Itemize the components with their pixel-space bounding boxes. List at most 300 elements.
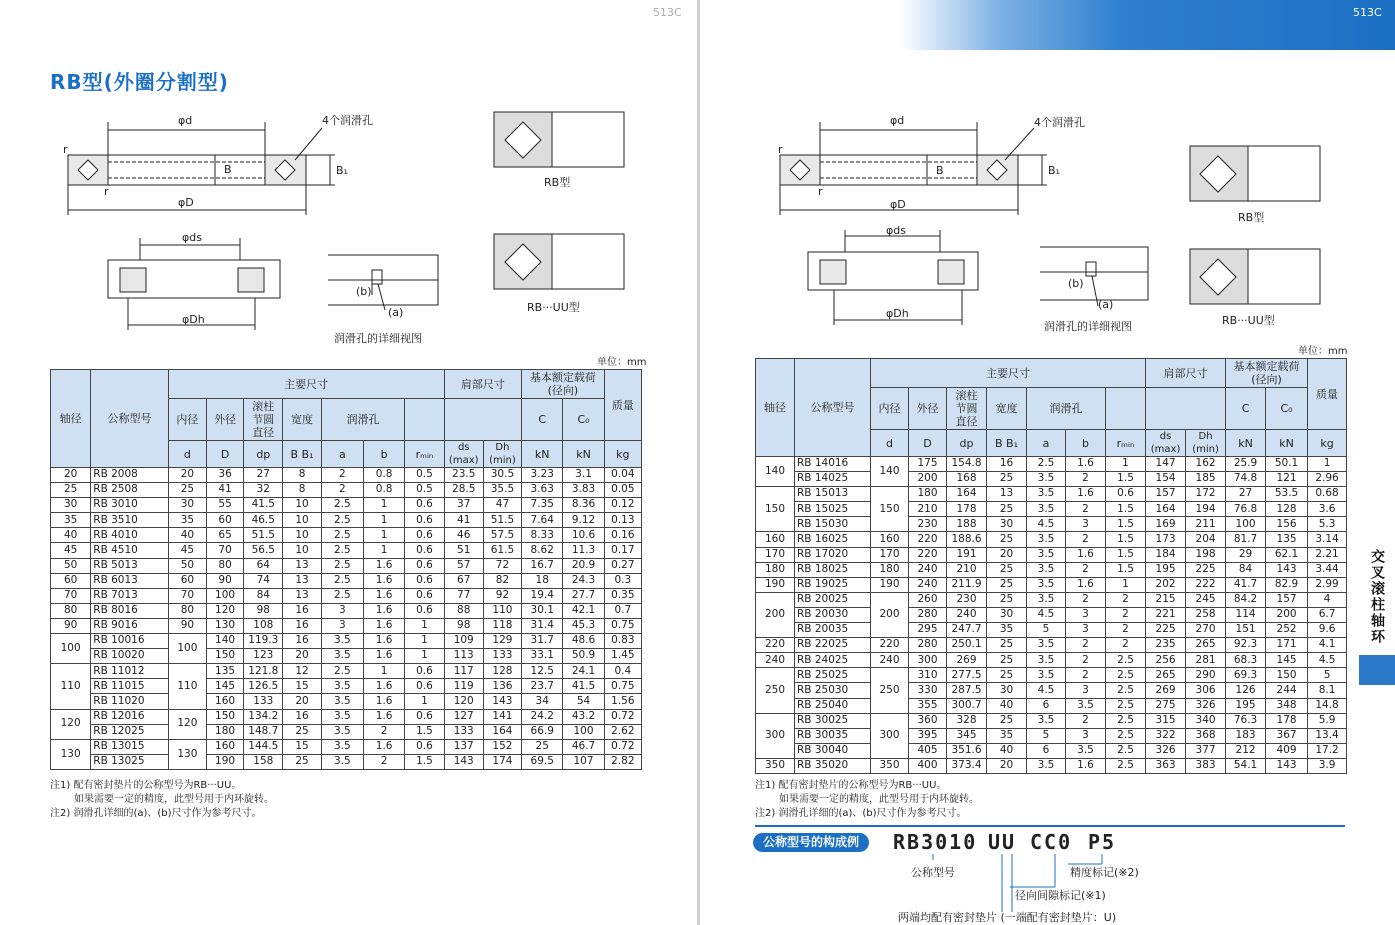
table-cell: 164 (947, 487, 987, 502)
table-cell: 2.5 (321, 588, 363, 603)
svg-text:r: r (104, 185, 109, 198)
table-cell: 43.2 (563, 709, 604, 724)
table-cell: 55 (206, 498, 243, 513)
table-cell: 157 (1266, 592, 1308, 607)
table-cell: 3.9 (1308, 758, 1347, 773)
table-cell: 1.5 (1106, 517, 1146, 532)
table-cell: 119 (444, 679, 483, 694)
table-cell: 27 (244, 468, 283, 483)
table-cell: 150 (206, 649, 243, 664)
table-cell: 16 (283, 618, 321, 633)
table-cell: 25 (987, 472, 1027, 487)
table-cell: 120 (444, 694, 483, 709)
table-cell: 148.7 (244, 724, 283, 739)
table-cell: 150 (871, 487, 909, 532)
svg-text:φD: φD (890, 198, 906, 211)
table-cell: 14.8 (1308, 698, 1347, 713)
cell-shaft-dia: 110 (51, 664, 91, 709)
table-cell: 240 (871, 653, 909, 668)
cell-shaft-dia: 20 (51, 468, 91, 483)
table-cell: 315 (1146, 713, 1186, 728)
table-cell: 37 (444, 498, 483, 513)
table-cell: 27.7 (563, 588, 604, 603)
col-pitch: 滚柱 节圆 直径 (947, 388, 987, 430)
bearing-diagrams (0, 100, 697, 350)
svg-text:φDh: φDh (886, 307, 909, 320)
table-cell: 8 (283, 483, 321, 498)
col-r-blank (405, 399, 444, 441)
table-cell: 164 (483, 724, 521, 739)
table-cell: 3.5 (1066, 743, 1106, 758)
table-cell: 45 (168, 543, 206, 558)
table-cell: 3.5 (321, 739, 363, 754)
table-cell: 25 (987, 532, 1027, 547)
code-part-precision: P5 (1088, 830, 1117, 854)
table-cell: 30.1 (522, 603, 563, 618)
table-cell: 25 (987, 713, 1027, 728)
table-cell: 194 (1186, 502, 1226, 517)
table-cell: 2.5 (1106, 713, 1146, 728)
table-cell: 287.5 (947, 683, 987, 698)
cell-shaft-dia: 200 (756, 592, 795, 637)
table-cell: 0.6 (405, 558, 444, 573)
table-cell: 145 (206, 679, 243, 694)
cell-model: RB 20025 (795, 592, 871, 607)
table-cell: 0.6 (405, 664, 444, 679)
table-cell: 1 (363, 513, 404, 528)
table-cell: 3.23 (522, 468, 563, 483)
table-cell: 25 (987, 638, 1027, 653)
table-cell: 25 (987, 562, 1027, 577)
table-cell: 2 (1066, 562, 1106, 577)
table-cell: 1.6 (1066, 487, 1106, 502)
svg-text:φd: φd (178, 114, 193, 127)
cell-shaft-dia: 35 (51, 513, 91, 528)
table-cell: 109 (444, 634, 483, 649)
table-cell: 200 (871, 592, 909, 637)
table-cell: 25 (283, 754, 321, 769)
table-cell: 169 (1146, 517, 1186, 532)
table-cell: 90 (168, 618, 206, 633)
table-cell: 30 (987, 517, 1027, 532)
cell-model: RB 11012 (91, 664, 168, 679)
col-main-dims: 主要尺寸 (168, 370, 444, 399)
table-cell: 45.3 (563, 618, 604, 633)
svg-text:r: r (63, 143, 68, 156)
table-cell: 33.1 (522, 649, 563, 664)
table-cell: 2.21 (1308, 547, 1347, 562)
table-cell: 3.5 (1027, 638, 1066, 653)
table-cell: 1.6 (363, 618, 404, 633)
table-row (51, 588, 642, 603)
table-cell: 13 (283, 588, 321, 603)
table-cell: 275 (1146, 698, 1186, 713)
cell-model: RB 15013 (795, 487, 871, 502)
table-cell: 1.5 (405, 724, 444, 739)
table-cell: 2.5 (321, 558, 363, 573)
unit-Dh: Dh (min) (483, 441, 521, 468)
table-cell: 41.7 (1226, 577, 1266, 592)
table-cell: 134.2 (244, 709, 283, 724)
cell-shaft-dia: 300 (756, 713, 795, 758)
col-lube: 润滑孔 (321, 399, 405, 441)
table-row (756, 592, 1347, 607)
col-model: 公称型号 (795, 359, 871, 457)
table-cell: 10 (283, 528, 321, 543)
cell-model: RB 22025 (795, 638, 871, 653)
table-cell: 40 (987, 698, 1027, 713)
cell-model: RB 13025 (91, 754, 168, 769)
table-cell: 0.35 (604, 588, 641, 603)
table-cell: 121 (1266, 472, 1308, 487)
table-row (51, 649, 642, 664)
table-cell: 18 (522, 573, 563, 588)
table-cell: 41.5 (563, 679, 604, 694)
table-cell: 152 (483, 739, 521, 754)
table-cell: 140 (206, 634, 243, 649)
table-cell: 373.4 (947, 758, 987, 773)
table-cell: 1 (405, 634, 444, 649)
table-cell: 3.5 (321, 754, 363, 769)
code-label-precision: 精度标记(※2) (1070, 866, 1139, 879)
table-cell: 133 (244, 694, 283, 709)
col-C0: C₀ (563, 399, 604, 441)
table-cell: 2.5 (1106, 668, 1146, 683)
cell-model: RB 15025 (795, 502, 871, 517)
cell-model: RB 25030 (795, 683, 871, 698)
table-cell: 3.5 (321, 694, 363, 709)
table-cell: 121.8 (244, 664, 283, 679)
cell-model: RB 9016 (91, 618, 168, 633)
code-part-seal: UU (988, 830, 1017, 854)
col-shoulder-blank (1146, 388, 1226, 430)
table-cell: 174 (483, 754, 521, 769)
table-cell: 114 (1226, 607, 1266, 622)
table-cell: 395 (909, 728, 947, 743)
table-cell: 405 (909, 743, 947, 758)
table-cell: 212 (1226, 743, 1266, 758)
cell-model: RB 12025 (91, 724, 168, 739)
table-cell: 160 (206, 739, 243, 754)
cell-shaft-dia: 130 (51, 739, 91, 769)
table-cell: 16 (283, 634, 321, 649)
table-cell: 2 (321, 468, 363, 483)
table-cell: 51 (444, 543, 483, 558)
table-cell: 30 (168, 498, 206, 513)
table-cell: 200 (909, 472, 947, 487)
side-tab-label: 交叉滚柱轴环 (1369, 549, 1385, 645)
table-cell: 126 (1226, 683, 1266, 698)
table-cell: 168 (947, 472, 987, 487)
table-cell: 100 (1226, 517, 1266, 532)
cell-model: RB 10016 (91, 634, 168, 649)
table-cell: 2 (1066, 502, 1106, 517)
table-cell: 4.5 (1027, 517, 1066, 532)
table-cell: 47 (483, 498, 521, 513)
table-cell: 2.5 (321, 528, 363, 543)
table-cell: 25 (987, 653, 1027, 668)
table-cell: 240 (909, 562, 947, 577)
table-cell: 4.1 (1308, 638, 1347, 653)
table-cell: 220 (871, 638, 909, 653)
table-cell: 62.1 (1266, 547, 1308, 562)
table-cell: 107 (563, 754, 604, 769)
cell-model: RB 25040 (795, 698, 871, 713)
table-cell: 306 (1186, 683, 1226, 698)
col-axis: 轴径 (51, 370, 91, 468)
table-cell: 119.3 (244, 634, 283, 649)
table-cell: 5 (1308, 668, 1347, 683)
table-row (756, 502, 1347, 517)
footnotes (755, 779, 979, 821)
table-cell: 3.6 (1308, 502, 1347, 517)
table-cell: 54 (563, 694, 604, 709)
table-cell: 0.12 (604, 498, 641, 513)
table-cell: 0.6 (405, 543, 444, 558)
table-cell: 144.5 (244, 739, 283, 754)
cell-shaft-dia: 25 (51, 483, 91, 498)
table-cell: 8.36 (563, 498, 604, 513)
spec-table-left (50, 369, 642, 770)
table-cell: 164 (1146, 502, 1186, 517)
table-cell: 0.05 (604, 483, 641, 498)
table-cell: 5.3 (1308, 517, 1347, 532)
cell-model: RB 35020 (795, 758, 871, 773)
spec-table-right (755, 358, 1347, 774)
table-cell: 6 (1027, 698, 1066, 713)
table-cell: 32 (244, 483, 283, 498)
table-row (51, 543, 642, 558)
table-cell: 3 (1066, 683, 1106, 698)
col-outer: 外径 (206, 399, 243, 441)
table-cell: 20 (283, 694, 321, 709)
unit-B: B B₁ (987, 430, 1027, 457)
table-cell: 3.44 (1308, 562, 1347, 577)
table-cell: 130 (168, 739, 206, 769)
code-example-heading: 公称型号的构成例 (753, 833, 869, 852)
table-cell: 135 (206, 664, 243, 679)
table-cell: 269 (947, 653, 987, 668)
col-lube: 润滑孔 (1027, 388, 1106, 430)
table-cell: 25 (987, 502, 1027, 517)
table-cell: 34 (522, 694, 563, 709)
svg-text:(b): (b) (1068, 277, 1084, 290)
unit-D: D (909, 430, 947, 457)
table-cell: 326 (1146, 743, 1186, 758)
table-cell: 51.5 (483, 513, 521, 528)
cell-model: RB 17020 (795, 547, 871, 562)
col-outer: 外径 (909, 388, 947, 430)
table-cell: 25 (987, 592, 1027, 607)
table-cell: 127 (444, 709, 483, 724)
table-cell: 25.9 (1226, 457, 1266, 472)
cell-shaft-dia: 80 (51, 603, 91, 618)
table-cell: 184 (1146, 547, 1186, 562)
table-cell: 120 (206, 603, 243, 618)
table-cell: 191 (947, 547, 987, 562)
cell-model: RB 6013 (91, 573, 168, 588)
table-row (51, 558, 642, 573)
table-cell: 0.6 (405, 603, 444, 618)
table-cell: 1.5 (405, 754, 444, 769)
table-cell: 88 (444, 603, 483, 618)
table-cell: 2.5 (1027, 457, 1066, 472)
table-row (756, 517, 1347, 532)
table-cell: 108 (244, 618, 283, 633)
table-cell: 0.75 (604, 618, 641, 633)
table-cell: 2 (1066, 713, 1106, 728)
cell-shaft-dia: 30 (51, 498, 91, 513)
table-cell: 300 (909, 653, 947, 668)
table-cell: 328 (947, 713, 987, 728)
table-cell: 51.5 (244, 528, 283, 543)
svg-text:φD: φD (178, 196, 194, 209)
table-cell: 0.7 (604, 603, 641, 618)
table-cell: 350 (871, 758, 909, 773)
table-cell: 1.6 (363, 739, 404, 754)
table-cell: 3 (321, 618, 363, 633)
table-cell: 170 (871, 547, 909, 562)
unit-D: D (206, 441, 243, 468)
table-cell: 0.5 (405, 468, 444, 483)
table-cell: 265 (1146, 668, 1186, 683)
table-cell: 310 (909, 668, 947, 683)
cell-model: RB 8016 (91, 603, 168, 618)
table-cell: 409 (1266, 743, 1308, 758)
table-cell: 68.3 (1226, 653, 1266, 668)
table-cell: 235 (1146, 638, 1186, 653)
table-row (756, 607, 1347, 622)
cell-model: RB 2008 (91, 468, 168, 483)
cell-model: RB 15030 (795, 517, 871, 532)
table-cell: 16.7 (522, 558, 563, 573)
table-cell: 84 (244, 588, 283, 603)
col-shoulder: 肩部尺寸 (1146, 359, 1226, 388)
table-cell: 64 (244, 558, 283, 573)
side-tab-marker (1359, 655, 1395, 685)
svg-text:4个润滑孔: 4个润滑孔 (322, 114, 373, 127)
table-cell: 345 (947, 728, 987, 743)
table-cell: 3.5 (1027, 668, 1066, 683)
table-cell: 50 (168, 558, 206, 573)
table-cell: 31.7 (522, 634, 563, 649)
cell-model: RB 30035 (795, 728, 871, 743)
table-cell: 240 (909, 577, 947, 592)
table-cell: 141 (483, 709, 521, 724)
table-cell: 1.6 (1066, 577, 1106, 592)
table-cell: 4 (1308, 592, 1347, 607)
table-cell: 368 (1186, 728, 1226, 743)
table-row (756, 728, 1347, 743)
col-C: C (1226, 388, 1266, 430)
col-inner: 内径 (168, 399, 206, 441)
cell-model: RB 11015 (91, 679, 168, 694)
table-cell: 1.56 (604, 694, 641, 709)
table-cell: 269 (1146, 683, 1186, 698)
table-cell: 30 (987, 607, 1027, 622)
table-row (51, 679, 642, 694)
table-cell: 1.6 (363, 679, 404, 694)
table-cell: 7.64 (522, 513, 563, 528)
table-cell: 117 (444, 664, 483, 679)
table-cell: 10.6 (563, 528, 604, 543)
table-cell: 57 (444, 558, 483, 573)
table-row (51, 694, 642, 709)
svg-text:RB型: RB型 (1238, 211, 1265, 224)
svg-text:(a): (a) (1098, 298, 1114, 311)
table-row (51, 618, 642, 633)
table-cell: 2 (363, 724, 404, 739)
table-cell: 69.3 (1226, 668, 1266, 683)
table-cell: 220 (909, 532, 947, 547)
table-cell: 3.5 (1027, 577, 1066, 592)
table-cell: 72 (483, 558, 521, 573)
cell-shaft-dia: 150 (756, 487, 795, 532)
table-cell: 198 (1186, 547, 1226, 562)
note-1-cont: 如果需要一定的精度，此型号用于内环旋转。 (74, 794, 274, 805)
code-part-model: RB3010 (893, 830, 978, 854)
unit-kg: kg (604, 441, 641, 468)
col-inner: 内径 (871, 388, 909, 430)
table-cell: 35 (168, 513, 206, 528)
table-cell: 100 (168, 634, 206, 664)
table-cell: 281 (1186, 653, 1226, 668)
cell-model: RB 20030 (795, 607, 871, 622)
table-cell: 2 (1066, 472, 1106, 487)
table-cell: 8.33 (522, 528, 563, 543)
table-cell: 210 (909, 502, 947, 517)
note-2: 注2) 润滑孔详细的(a)、(b)尺寸作为参考尺寸。 (50, 808, 262, 819)
table-cell: 0.8 (363, 483, 404, 498)
table-cell: 136 (483, 679, 521, 694)
table-cell: 2 (1106, 592, 1146, 607)
unit-kN-C0: kN (1266, 430, 1308, 457)
table-cell: 3.5 (321, 724, 363, 739)
table-cell: 80 (168, 603, 206, 618)
table-cell: 260 (909, 592, 947, 607)
table-cell: 29 (1226, 547, 1266, 562)
svg-text:r: r (778, 143, 783, 156)
table-cell: 158 (244, 754, 283, 769)
table-cell: 2.5 (1106, 743, 1146, 758)
table-cell: 100 (206, 588, 243, 603)
table-cell: 0.6 (405, 679, 444, 694)
table-cell: 13 (987, 487, 1027, 502)
table-cell: 270 (1186, 623, 1226, 638)
table-cell: 295 (909, 623, 947, 638)
table-cell: 3.5 (1027, 562, 1066, 577)
table-cell: 84.2 (1226, 592, 1266, 607)
unit-kN-C0: kN (563, 441, 604, 468)
cell-shaft-dia: 220 (756, 638, 795, 653)
table-cell: 1 (363, 498, 404, 513)
table-cell: 2 (1066, 592, 1106, 607)
cell-model: RB 10020 (91, 649, 168, 664)
table-cell: 24.1 (563, 664, 604, 679)
table-cell: 143 (483, 694, 521, 709)
table-cell: 100 (563, 724, 604, 739)
table-cell: 0.27 (604, 558, 641, 573)
table-cell: 3 (1066, 728, 1106, 743)
table-cell: 16 (987, 457, 1027, 472)
code-divider (755, 825, 1345, 827)
table-cell: 178 (947, 502, 987, 517)
page-title: RB型(外圈分割型) (50, 70, 229, 94)
table-cell: 30.5 (483, 468, 521, 483)
table-cell: 84 (1226, 562, 1266, 577)
unit-r: rₘᵢₙ (1106, 430, 1146, 457)
table-cell: 3.5 (1027, 592, 1066, 607)
